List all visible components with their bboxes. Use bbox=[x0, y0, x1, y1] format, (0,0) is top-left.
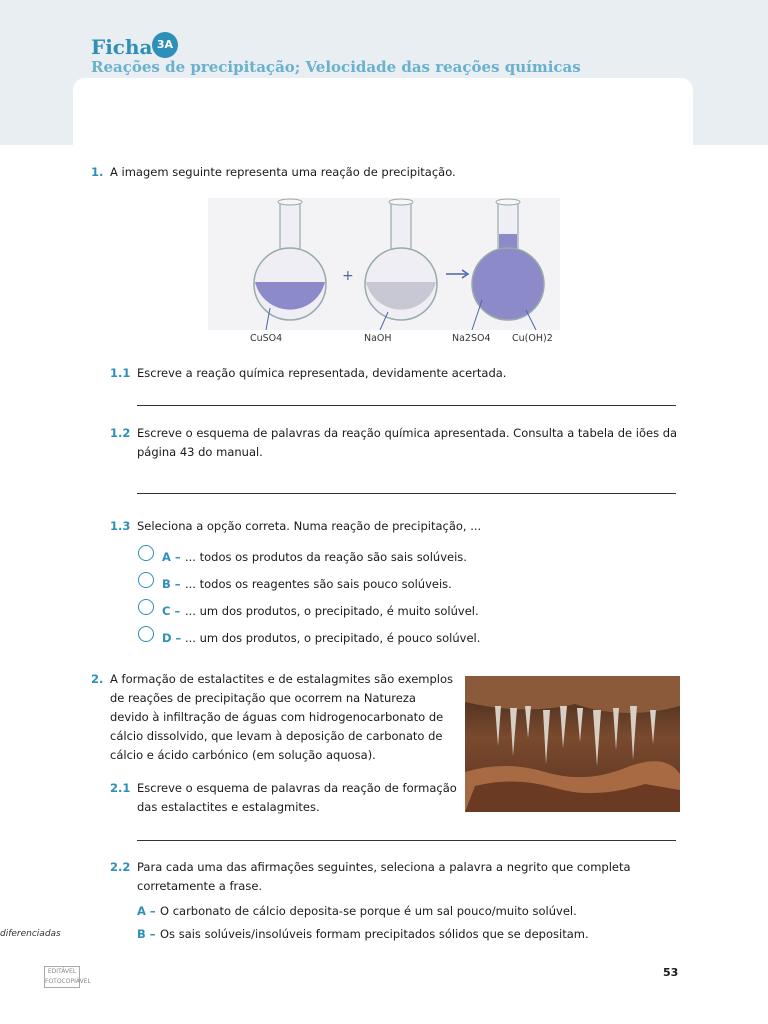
q1-2-number: 1.2 bbox=[110, 426, 131, 440]
publisher-logo: EDITÁVEL FOTOCOPIÁVEL bbox=[44, 966, 80, 988]
q2-2-line1: Para cada uma das afirmações seguintes, seleciona a palavra a negrito que completa bbox=[137, 860, 631, 874]
q2-line-4: cálcio dissolvido, que levam à deposição de carbonato de bbox=[110, 729, 443, 743]
ficha-label: Ficha bbox=[91, 35, 153, 59]
option-a-radio[interactable] bbox=[138, 545, 154, 561]
q1-text: A imagem seguinte representa uma reação de precipitação. bbox=[110, 165, 456, 179]
q1-2-line1: Escreve o esquema de palavras da reação química apresentada. Consulta a tabela de iões da bbox=[137, 426, 678, 440]
q1-3-number: 1.3 bbox=[110, 519, 131, 533]
option-d-letter: D – bbox=[162, 631, 182, 645]
label-cuso4: CuSO4 bbox=[250, 333, 283, 344]
q2-2-number: 2.2 bbox=[110, 860, 131, 874]
option-c-text: ... um dos produtos, o precipitado, é muito solúvel. bbox=[185, 604, 479, 618]
option-d-text: ... um dos produtos, o precipitado, é pouco solúvel. bbox=[185, 631, 481, 645]
ficha-badge: 3A bbox=[152, 32, 178, 58]
page-subtitle: Reações de precipitação; Velocidade das reações químicas bbox=[91, 58, 581, 76]
q2-1-line2: das estalactites e estalagmites. bbox=[137, 800, 320, 814]
statement-b-text[interactable]: Os sais solúveis/insolúveis formam precipitados sólidos que se depositam. bbox=[160, 927, 589, 941]
plus-sign: + bbox=[342, 268, 354, 284]
statement-a-letter: A – bbox=[137, 904, 156, 918]
page-number: 53 bbox=[663, 966, 679, 979]
label-naoh: NaOH bbox=[364, 333, 392, 344]
option-c-radio[interactable] bbox=[138, 599, 154, 615]
label-na2so4: Na2SO4 bbox=[452, 333, 491, 344]
cave-photo bbox=[465, 676, 680, 812]
option-b-letter: B – bbox=[162, 577, 181, 591]
answer-line-2-1[interactable] bbox=[137, 840, 676, 841]
option-a-text: ... todos os produtos da reação são sais solúveis. bbox=[185, 550, 467, 564]
option-b-radio[interactable] bbox=[138, 572, 154, 588]
option-c-letter: C – bbox=[162, 604, 181, 618]
label-cuoh2: Cu(OH)2 bbox=[512, 333, 553, 344]
q1-1-text: Escreve a reação química representada, devidamente acertada. bbox=[137, 366, 507, 380]
q1-number: 1. bbox=[91, 165, 104, 179]
q2-line-3: devido à infiltração de águas com hidrogenocarbonato de bbox=[110, 710, 444, 724]
q1-1-number: 1.1 bbox=[110, 366, 131, 380]
statement-a-text[interactable]: O carbonato de cálcio deposita-se porque é um sal pouco/muito solúvel. bbox=[160, 904, 577, 918]
option-b-text: ... todos os reagentes são sais pouco solúveis. bbox=[185, 577, 452, 591]
q2-1-number: 2.1 bbox=[110, 781, 131, 795]
q1-2-line2: página 43 do manual. bbox=[137, 445, 263, 459]
header-card bbox=[73, 78, 693, 158]
statement-b-letter: B – bbox=[137, 927, 156, 941]
q2-line-1: A formação de estalactites e de estalagmites são exemplos bbox=[110, 672, 454, 686]
q2-2-line2: corretamente a frase. bbox=[137, 879, 263, 893]
q2-line-2: de reações de precipitação que ocorrem na Natureza bbox=[110, 691, 416, 705]
q2-line-5: cálcio e ácido carbónico (em solução aquosa). bbox=[110, 748, 376, 762]
precipitation-figure bbox=[208, 198, 560, 330]
q2-number: 2. bbox=[91, 672, 104, 686]
option-d-radio[interactable] bbox=[138, 626, 154, 642]
answer-line-1-1[interactable] bbox=[137, 405, 676, 406]
q2-1-line1: Escreve o esquema de palavras da reação de formação bbox=[137, 781, 457, 795]
q1-3-text: Seleciona a opção correta. Numa reação de precipitação, ... bbox=[137, 519, 482, 533]
side-margin-text: diferenciadas bbox=[0, 929, 61, 939]
option-a-letter: A – bbox=[162, 550, 181, 564]
answer-line-1-2[interactable] bbox=[137, 493, 676, 494]
